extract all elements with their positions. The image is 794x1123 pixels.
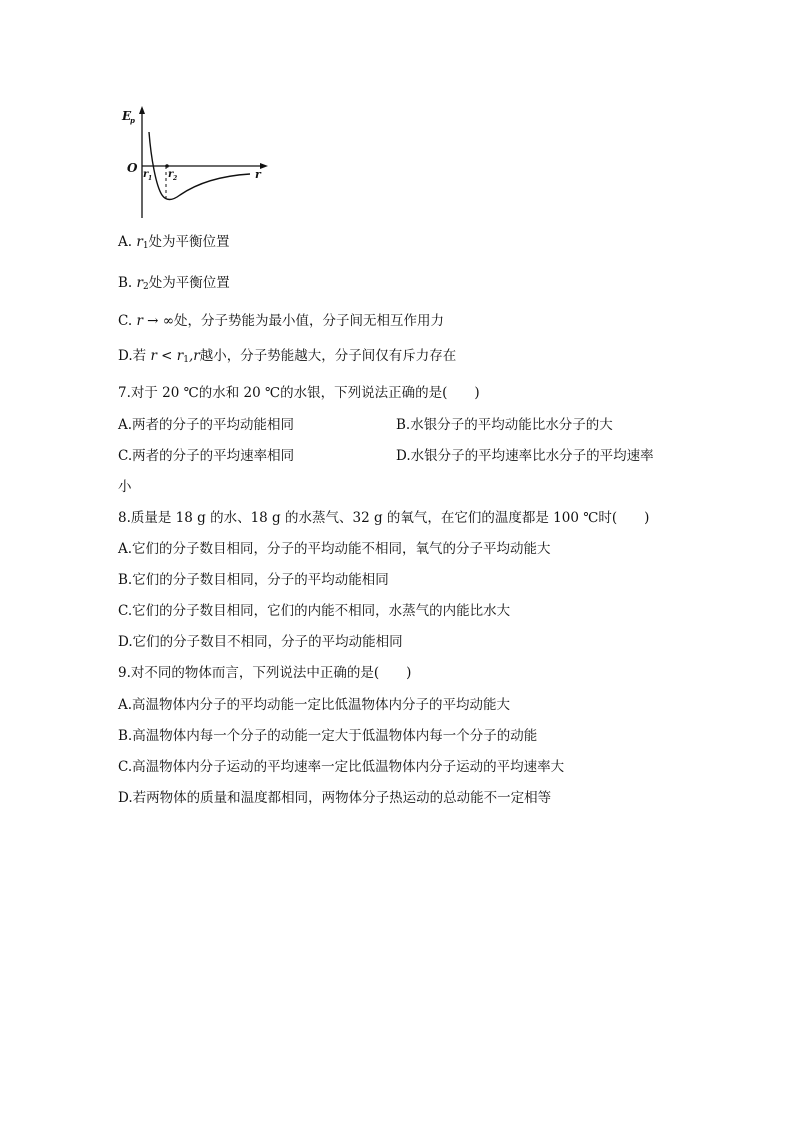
r2-label: r bbox=[168, 169, 174, 180]
q9-option-a: A.高温物体内分子的平均动能一定比低温物体内分子的平均动能大 bbox=[118, 697, 511, 713]
y-axis-label: E bbox=[122, 109, 132, 123]
origin-label: O bbox=[127, 161, 138, 175]
r2-point bbox=[165, 164, 169, 168]
q7-option-d: D.水银分子的平均速率比水分子的平均速率 bbox=[396, 448, 654, 464]
q6-option-a: A. $r_1$处为平衡位置 bbox=[118, 234, 230, 251]
q7-option-c: C.两者的分子的平均速率相同 bbox=[118, 448, 295, 464]
q7-option-a: A.两者的分子的平均动能相同 bbox=[118, 417, 295, 433]
q9-option-d: D.若两物体的质量和温度都相同，两物体分子热运动的总动能不一定相等 bbox=[118, 790, 552, 806]
q6-option-c: C. r → ∞处，分子势能为最小值，分子间无相互作用力 bbox=[118, 313, 445, 329]
q8-option-a: A.它们的分子数目相同，分子的平均动能不相同，氧气的分子平均动能大 bbox=[118, 541, 551, 557]
q9-option-b: B.高温物体内每一个分子的动能一定大于低温物体内每一个分子的动能 bbox=[118, 728, 538, 744]
r1-subscript: 1 bbox=[148, 175, 153, 182]
r2-subscript: 2 bbox=[173, 175, 178, 182]
y-axis-arrow bbox=[139, 106, 145, 114]
y-axis-subscript: p bbox=[130, 116, 135, 125]
q9-stem: 9.对不同的物体而言，下列说法中正确的是( ) bbox=[118, 665, 412, 681]
q8-option-b: B.它们的分子数目相同，分子的平均动能相同 bbox=[118, 572, 389, 588]
q8-stem: 8.质量是 18 g 的水、18 g 的水蒸气、32 g 的氧气，在它们的温度都是 100 ℃时( ) bbox=[118, 510, 650, 526]
q6-option-b: B. $r_2$处为平衡位置 bbox=[118, 275, 230, 292]
x-axis-arrow bbox=[260, 163, 268, 169]
q7-option-b: B.水银分子的平均动能比水分子的大 bbox=[396, 417, 613, 433]
q6-option-d: D.若 $r < r_1,r$越小，分子势能越大，分子间仅有斥力存在 bbox=[118, 348, 457, 365]
q8-option-c: C.它们的分子数目相同，它们的内能不相同，水蒸气的内能比水大 bbox=[118, 603, 511, 619]
q7-option-d-continued: 小 bbox=[118, 479, 132, 495]
r1-label: r bbox=[143, 169, 149, 180]
x-axis-label: r bbox=[255, 168, 261, 181]
q9-option-c: C.高温物体内分子运动的平均速率一定比低温物体内分子运动的平均速率大 bbox=[118, 759, 565, 775]
q7-stem: 7.对于 20 ℃的水和 20 ℃的水银，下列说法正确的是( ) bbox=[118, 385, 480, 401]
potential-energy-graph bbox=[118, 98, 278, 220]
q8-option-d: D.它们的分子数目不相同，分子的平均动能相同 bbox=[118, 634, 403, 650]
